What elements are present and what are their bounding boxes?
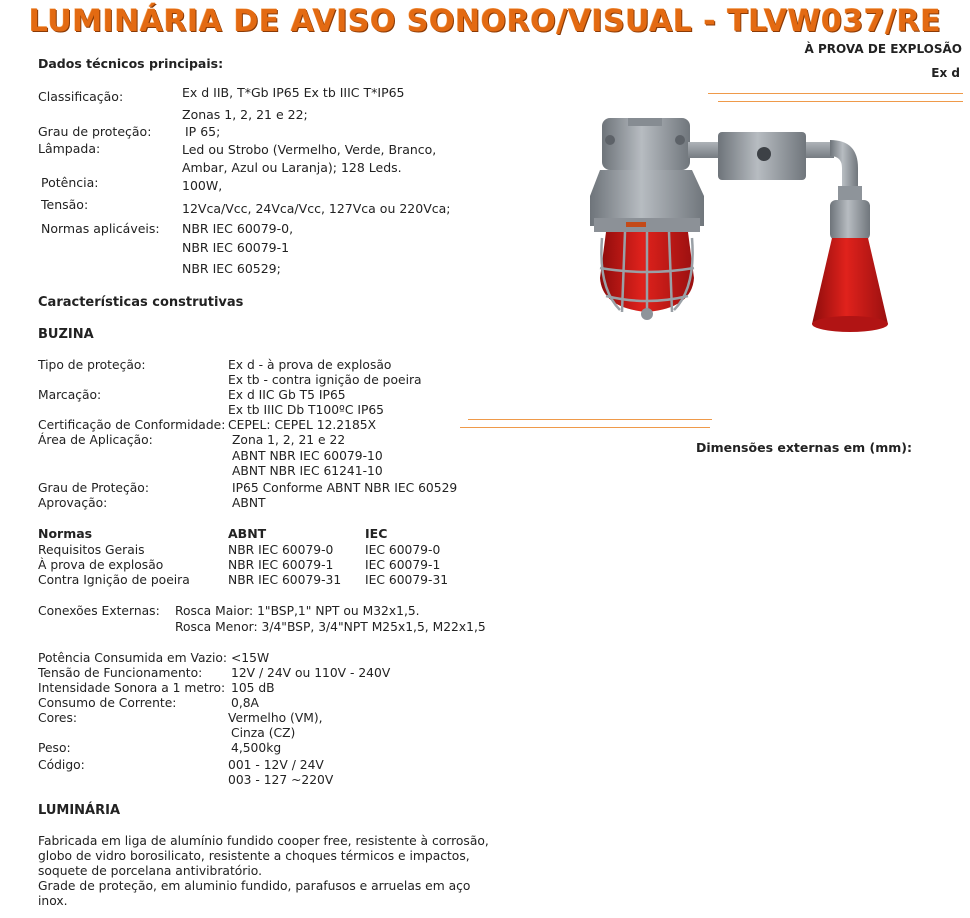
area-aplicacao-label: Área de Aplicação: bbox=[38, 433, 153, 447]
abnt-header: ABNT bbox=[228, 526, 267, 541]
cage-bottom-cap bbox=[641, 308, 653, 320]
iec-header: IEC bbox=[365, 526, 388, 541]
table-row-label: À prova de explosão bbox=[38, 558, 164, 572]
potencia-value: 100W, bbox=[182, 178, 223, 193]
potencia-vazio-value: <15W bbox=[231, 651, 270, 665]
aprovacao-value: ABNT bbox=[232, 496, 266, 510]
table-cell-iec: IEC 60079-31 bbox=[365, 573, 449, 587]
lamp-band bbox=[594, 218, 700, 232]
conexoes-line-2: Rosca Menor: 3/4"BSP, 3/4"NPT M25x1,5, M22x1,5 bbox=[175, 620, 486, 634]
codigo-label: Código: bbox=[38, 758, 85, 772]
horn-stem bbox=[838, 186, 862, 202]
tensao-funcionamento-value: 12V / 24V ou 110V - 240V bbox=[231, 666, 391, 680]
tipo-protecao-label: Tipo de proteção: bbox=[38, 358, 146, 372]
dimensoes-label: Dimensões externas em (mm): bbox=[696, 440, 912, 455]
luminaria-text-line: Grade de proteção, em aluminio fundido, parafusos e arruelas em aço bbox=[38, 879, 471, 893]
tensao-funcionamento-label: Tensão de Funcionamento: bbox=[38, 666, 203, 680]
product-photo bbox=[580, 118, 965, 343]
divider-line bbox=[460, 427, 710, 428]
subtitle-explosion-proof: À PROVA DE EXPLOSÃO bbox=[804, 42, 962, 56]
elbow-fitting bbox=[830, 140, 858, 188]
conexoes-label: Conexões Externas: bbox=[38, 604, 160, 618]
divider-line bbox=[718, 101, 963, 102]
classificacao-label: Classificação: bbox=[38, 89, 124, 104]
tensao-label: Tensão: bbox=[41, 197, 89, 212]
peso-value: 4,500kg bbox=[231, 741, 282, 755]
section-heading-buzina: BUZINA bbox=[38, 327, 94, 342]
marcacao-1: Ex d IIC Gb T5 IP65 bbox=[228, 388, 346, 402]
potencia-vazio-label: Potência Consumida em Vazio: bbox=[38, 651, 228, 665]
conexoes-line-1: Rosca Maior: 1"BSP,1" NPT ou M32x1,5. bbox=[175, 604, 420, 618]
consumo-value: 0,8A bbox=[231, 696, 259, 710]
marcacao-label: Marcação: bbox=[38, 388, 102, 402]
table-cell-iec: IEC 60079-0 bbox=[365, 543, 441, 557]
divider-line bbox=[468, 419, 712, 420]
normas-aplicaveis-2: NBR IEC 60079-1 bbox=[182, 240, 290, 255]
intensidade-value: 105 dB bbox=[231, 681, 275, 695]
codigo-value-2: 003 - 127 ~220V bbox=[228, 773, 334, 787]
certificacao-value: CEPEL: CEPEL 12.2185X bbox=[228, 418, 377, 432]
area-aplicacao-2: ABNT NBR IEC 60079-10 bbox=[232, 449, 383, 463]
classificacao-zonas: Zonas 1, 2, 21 e 22; bbox=[182, 107, 308, 122]
lampada-value-2: Ambar, Azul ou Laranja); 128 Leds. bbox=[182, 160, 402, 175]
section-heading-caracteristicas: Características construtivas bbox=[38, 295, 244, 310]
lamp-label bbox=[626, 222, 646, 227]
conduit-pipe bbox=[688, 142, 720, 158]
bolt bbox=[605, 135, 615, 145]
grau-protecao-label: Grau de Proteção: bbox=[38, 481, 149, 495]
certificacao-label: Certificação de Conformidade: bbox=[38, 418, 226, 432]
grau-label: Grau de proteção: bbox=[38, 124, 152, 139]
section-heading-luminaria: LUMINÁRIA bbox=[38, 803, 120, 818]
luminaria-text-line: inox. bbox=[38, 894, 68, 908]
lampada-label: Lâmpada: bbox=[38, 141, 101, 156]
page-title: LUMINÁRIA DE AVISO SONORO/VISUAL - TLVW037/RE bbox=[28, 4, 942, 39]
table-cell-abnt: NBR IEC 60079-31 bbox=[228, 573, 342, 587]
horn-mouth bbox=[812, 316, 888, 332]
table-row-label: Contra Ignição de poeira bbox=[38, 573, 190, 587]
aprovacao-label: Aprovação: bbox=[38, 496, 108, 510]
potencia-label: Potência: bbox=[41, 175, 99, 190]
normas-aplicaveis-3: NBR IEC 60529; bbox=[182, 261, 281, 276]
table-cell-iec: IEC 60079-1 bbox=[365, 558, 441, 572]
area-aplicacao-3: ABNT NBR IEC 61241-10 bbox=[232, 464, 383, 478]
marcacao-2: Ex tb IIIC Db T100ºC IP65 bbox=[228, 403, 385, 417]
table-cell-abnt: NBR IEC 60079-1 bbox=[228, 558, 334, 572]
horn-body bbox=[830, 200, 870, 240]
luminaria-text-line: Fabricada em liga de alumínio fundido cooper free, resistente à corrosão, bbox=[38, 834, 489, 848]
subtitle-ex-d: Ex d bbox=[931, 66, 960, 80]
normas-header: Normas bbox=[38, 526, 93, 541]
codigo-value-1: 001 - 12V / 24V bbox=[228, 758, 324, 772]
bolt bbox=[675, 135, 685, 145]
grau-value: IP 65; bbox=[185, 124, 221, 139]
lamp-housing bbox=[590, 170, 704, 226]
normas-aplicaveis-1: NBR IEC 60079-0, bbox=[182, 221, 294, 236]
normas-aplicaveis-label: Normas aplicáveis: bbox=[41, 221, 160, 236]
tipo-protecao-1: Ex d - à prova de explosão bbox=[228, 358, 392, 372]
area-aplicacao-1: Zona 1, 2, 21 e 22 bbox=[232, 433, 346, 447]
section-heading-dados: Dados técnicos principais: bbox=[38, 56, 224, 71]
grau-protecao-value: IP65 Conforme ABNT NBR IEC 60529 bbox=[232, 481, 458, 495]
cores-value-2: Cinza (CZ) bbox=[231, 726, 296, 740]
table-row-label: Requisitos Gerais bbox=[38, 543, 145, 557]
divider-line bbox=[708, 93, 963, 94]
lampada-value-1: Led ou Strobo (Vermelho, Verde, Branco, bbox=[182, 142, 437, 157]
luminaria-text-line: soquete de porcelana antivibratório. bbox=[38, 864, 262, 878]
pipe-segment bbox=[806, 142, 834, 158]
table-cell-abnt: NBR IEC 60079-0 bbox=[228, 543, 334, 557]
top-cap bbox=[628, 118, 662, 126]
intensidade-label: Intensidade Sonora a 1 metro: bbox=[38, 681, 226, 695]
classificacao-value: Ex d IIB, T*Gb IP65 Ex tb IIIC T*IP65 bbox=[182, 85, 405, 100]
cores-value-1: Vermelho (VM), bbox=[228, 711, 323, 725]
tipo-protecao-2: Ex tb - contra ignição de poeira bbox=[228, 373, 422, 387]
port-hole bbox=[757, 147, 771, 161]
peso-label: Peso: bbox=[38, 741, 71, 755]
cores-label: Cores: bbox=[38, 711, 78, 725]
tensao-value: 12Vca/Vcc, 24Vca/Vcc, 127Vca ou 220Vca; bbox=[182, 201, 451, 216]
luminaria-text-line: globo de vidro borosilicato, resistente a choques térmicos e impactos, bbox=[38, 849, 470, 863]
consumo-label: Consumo de Corrente: bbox=[38, 696, 177, 710]
